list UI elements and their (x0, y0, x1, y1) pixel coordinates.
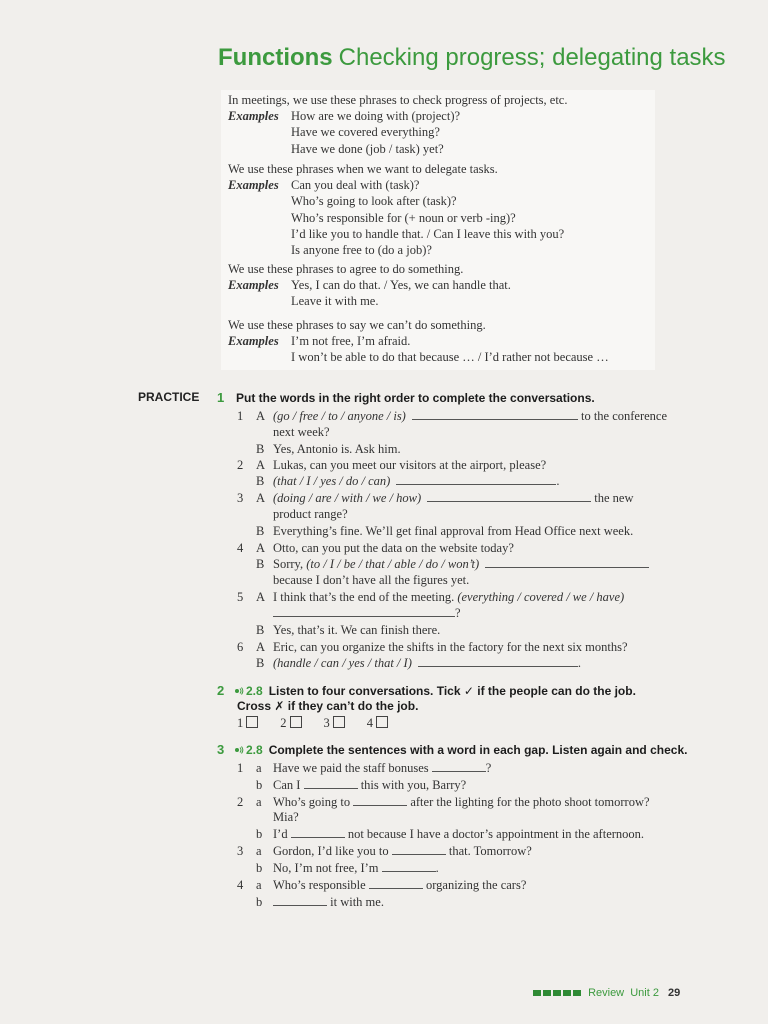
line-text: to the conference (577, 409, 668, 423)
line-text: Gordon, I’d like you to (273, 844, 392, 858)
panel-intro: We use these phrases to say we can’t do something. (228, 318, 486, 332)
conversation-line (273, 458, 546, 473)
conversation-line (273, 573, 469, 588)
conversation-line (273, 474, 559, 489)
speaker-label: A (256, 590, 266, 604)
conversation-line (273, 623, 440, 638)
word-prompt: (everything / covered / we / have) (457, 590, 625, 604)
track-number: 2.8 (246, 743, 263, 757)
sentence-line (273, 810, 299, 825)
example-phrase: Leave it with me. (291, 294, 379, 309)
item-number: 1 (237, 761, 244, 775)
footer-unit: Unit 2 (630, 987, 659, 999)
examples-label: Examples (228, 278, 279, 293)
line-text: I’d (273, 827, 291, 841)
exercise-1-instruction: Put the words in the right order to complete the conversations. (236, 391, 595, 405)
exercise-1-number: 1 (217, 390, 225, 405)
line-text: . (435, 861, 439, 875)
answer-blank (432, 761, 486, 772)
item-letter: b (256, 827, 263, 841)
item-letter: a (256, 844, 262, 858)
line-text: Who’s going to (273, 795, 354, 809)
title-topic: Checking progress; delegating tasks (338, 44, 726, 71)
examples-label: Examples (228, 178, 279, 193)
audio-icon (235, 746, 244, 754)
line-text: . (577, 656, 581, 670)
page-footer (533, 987, 680, 999)
footer-section: Review (588, 987, 625, 999)
box-number: 4 (366, 716, 373, 730)
audio-icon (235, 687, 244, 695)
page-number: 29 (668, 987, 681, 999)
line-text: Yes, that’s it. We can finish there. (273, 623, 441, 637)
answer-blank (396, 474, 556, 485)
example-phrase: I’d like you to handle that. / Can I leave this with you? (291, 226, 565, 241)
item-number: 3 (237, 844, 244, 858)
example-phrase: Is anyone free to (do a job)? (291, 243, 432, 257)
speaker-label: B (256, 557, 265, 571)
sentence-line (273, 827, 644, 842)
line-text: I think that’s the end of the meeting. (273, 590, 458, 604)
conversation-line (273, 656, 581, 671)
speaker-label: A (256, 409, 266, 423)
item-number: 1 (237, 409, 244, 423)
answer-blank (273, 895, 327, 906)
answer-box-item (324, 716, 345, 730)
conversation-line (273, 541, 514, 556)
line-text: Eric, can you organize the shifts in the factory for the next six months? (273, 640, 628, 654)
line-text: Otto, can you put the data on the website today? (273, 541, 514, 555)
instruction-text: Listen to four conversations. Tick ✓ if the people can do the job. (268, 684, 636, 698)
line-text: ? (455, 606, 461, 620)
conversation-line (273, 491, 634, 506)
item-number: 2 (237, 458, 244, 472)
line-text: this with you, Barry? (357, 778, 467, 792)
conversation-line (273, 425, 330, 440)
conversation-line (273, 524, 633, 539)
speaker-label: A (256, 640, 266, 654)
word-prompt: (handle / can / yes / that / I) (273, 656, 412, 670)
exercise-2-instruction-2: Cross ✗ if they can’t do the job. (237, 699, 419, 713)
checkbox (246, 716, 258, 728)
answer-box-item (367, 716, 388, 730)
example-phrase: I won’t be able to do that because … / I’d rather not because … (291, 350, 609, 365)
example-phrase: Who’s going to look after (task)? (291, 194, 457, 209)
sentence-line (273, 778, 466, 793)
speaker-label: A (256, 491, 266, 505)
example-phrase: Have we done (job / task) yet? (291, 141, 444, 156)
item-number: 3 (237, 491, 244, 505)
line-text: ? (485, 761, 492, 775)
sentence-line (273, 761, 491, 776)
example-phrase: Who’s responsible for (+ noun or verb -ing)? (291, 210, 516, 225)
sentence-line (273, 861, 439, 876)
exercise-3-number: 3 (217, 742, 225, 757)
speaker-label: B (256, 474, 265, 488)
answer-box-item (237, 716, 258, 730)
conversation-line (273, 640, 628, 655)
examples-label: Examples (228, 109, 279, 124)
item-letter: b (256, 861, 263, 875)
line-text: Have we paid the staff bonuses (273, 761, 432, 775)
item-letter: b (256, 778, 263, 792)
sentence-line (273, 878, 526, 893)
track-number: 2.8 (246, 684, 263, 698)
line-text: next week? (273, 425, 330, 439)
example-phrase: How are we doing with (project)? (291, 109, 461, 124)
checkbox (290, 716, 302, 728)
item-letter: a (256, 761, 262, 775)
example-phrase: Yes, I can do that. / Yes, we can handle that. (291, 278, 511, 293)
conversation-line (273, 590, 624, 605)
item-number: 6 (237, 640, 244, 654)
conversation-line (273, 442, 401, 457)
sentence-line (273, 844, 532, 859)
line-text: . (556, 474, 560, 488)
box-number: 1 (237, 716, 244, 730)
speaker-label: B (256, 524, 265, 538)
example-phrase: I’m not free, I’m afraid. (291, 334, 411, 349)
line-text: No, I’m not free, I’m (273, 861, 382, 875)
panel-intro: We use these phrases when we want to delegate tasks. (228, 162, 498, 176)
word-prompt: (doing / are / with / we / how) (273, 491, 422, 505)
line-text: product range? (273, 507, 348, 521)
conversation-line (273, 606, 461, 621)
item-letter: a (256, 795, 262, 809)
sentence-line (273, 795, 650, 810)
exercise-2-number: 2 (217, 683, 225, 698)
speaker-label: A (256, 541, 266, 555)
examples-label: Examples (228, 334, 279, 349)
speaker-label: A (256, 458, 266, 472)
example-phrase: Have we covered everything? (291, 125, 440, 140)
answer-box-item (280, 716, 301, 730)
line-text: it with me. (327, 895, 384, 909)
answer-blank (369, 878, 423, 889)
progress-bars (533, 987, 583, 999)
practice-label: PRACTICE (138, 390, 200, 404)
item-number: 5 (237, 590, 244, 604)
answer-blank (304, 778, 358, 789)
answer-boxes (237, 716, 410, 731)
line-text: not because I have a doctor’s appointment in the afternoon. (344, 827, 645, 841)
line-text: Lukas, can you meet our visitors at the airport, please? (273, 458, 547, 472)
page-title (218, 44, 726, 72)
line-text: Everything’s fine. We’ll get final approval from Head Office next week. (273, 524, 634, 538)
item-number: 4 (237, 541, 244, 555)
line-text: that. Tomorrow? (445, 844, 532, 858)
item-number: 4 (237, 878, 244, 892)
word-prompt: (go / free / to / anyone / is) (273, 409, 406, 423)
answer-blank (412, 409, 578, 420)
exercise-2-instruction (235, 684, 636, 698)
speaker-label: B (256, 442, 265, 456)
panel-intro: In meetings, we use these phrases to check progress of projects, etc. (228, 93, 568, 107)
box-number: 3 (323, 716, 330, 730)
instruction-text: Complete the sentences with a word in each gap. Listen again and check. (268, 743, 688, 757)
line-text: Yes, Antonio is. Ask him. (273, 442, 401, 456)
answer-blank (427, 491, 591, 502)
exercise-3-instruction (235, 743, 687, 757)
speaker-label: B (256, 656, 265, 670)
item-number: 2 (237, 795, 244, 809)
word-prompt: (that / I / yes / do / can) (273, 474, 391, 488)
sentence-line (273, 895, 384, 910)
line-text: the new (591, 491, 634, 505)
conversation-line (273, 409, 667, 424)
answer-blank (353, 795, 407, 806)
answer-blank (382, 861, 436, 872)
panel-intro: We use these phrases to agree to do something. (228, 262, 464, 276)
line-text: Can I (273, 778, 304, 792)
line-text: Who’s responsible (273, 878, 369, 892)
checkbox (376, 716, 388, 728)
conversation-line (273, 507, 348, 522)
conversation-line (273, 557, 649, 572)
line-text: Sorry, (273, 557, 307, 571)
answer-blank (485, 557, 649, 568)
answer-blank (291, 827, 345, 838)
box-number: 2 (280, 716, 287, 730)
example-phrase: Can you deal with (task)? (291, 178, 420, 193)
line-text: because I don’t have all the figures yet. (273, 573, 470, 587)
line-text: after the lighting for the photo shoot tomorrow? (407, 795, 650, 809)
answer-blank (273, 606, 455, 617)
line-text: Mia? (273, 810, 299, 824)
title-functions: Functions (218, 44, 333, 71)
answer-blank (418, 656, 578, 667)
item-letter: b (256, 895, 263, 909)
checkbox (333, 716, 345, 728)
answer-blank (392, 844, 446, 855)
word-prompt: (to / I / be / that / able / do / won’t) (306, 557, 480, 571)
speaker-label: B (256, 623, 265, 637)
item-letter: a (256, 878, 262, 892)
line-text: organizing the cars? (422, 878, 527, 892)
